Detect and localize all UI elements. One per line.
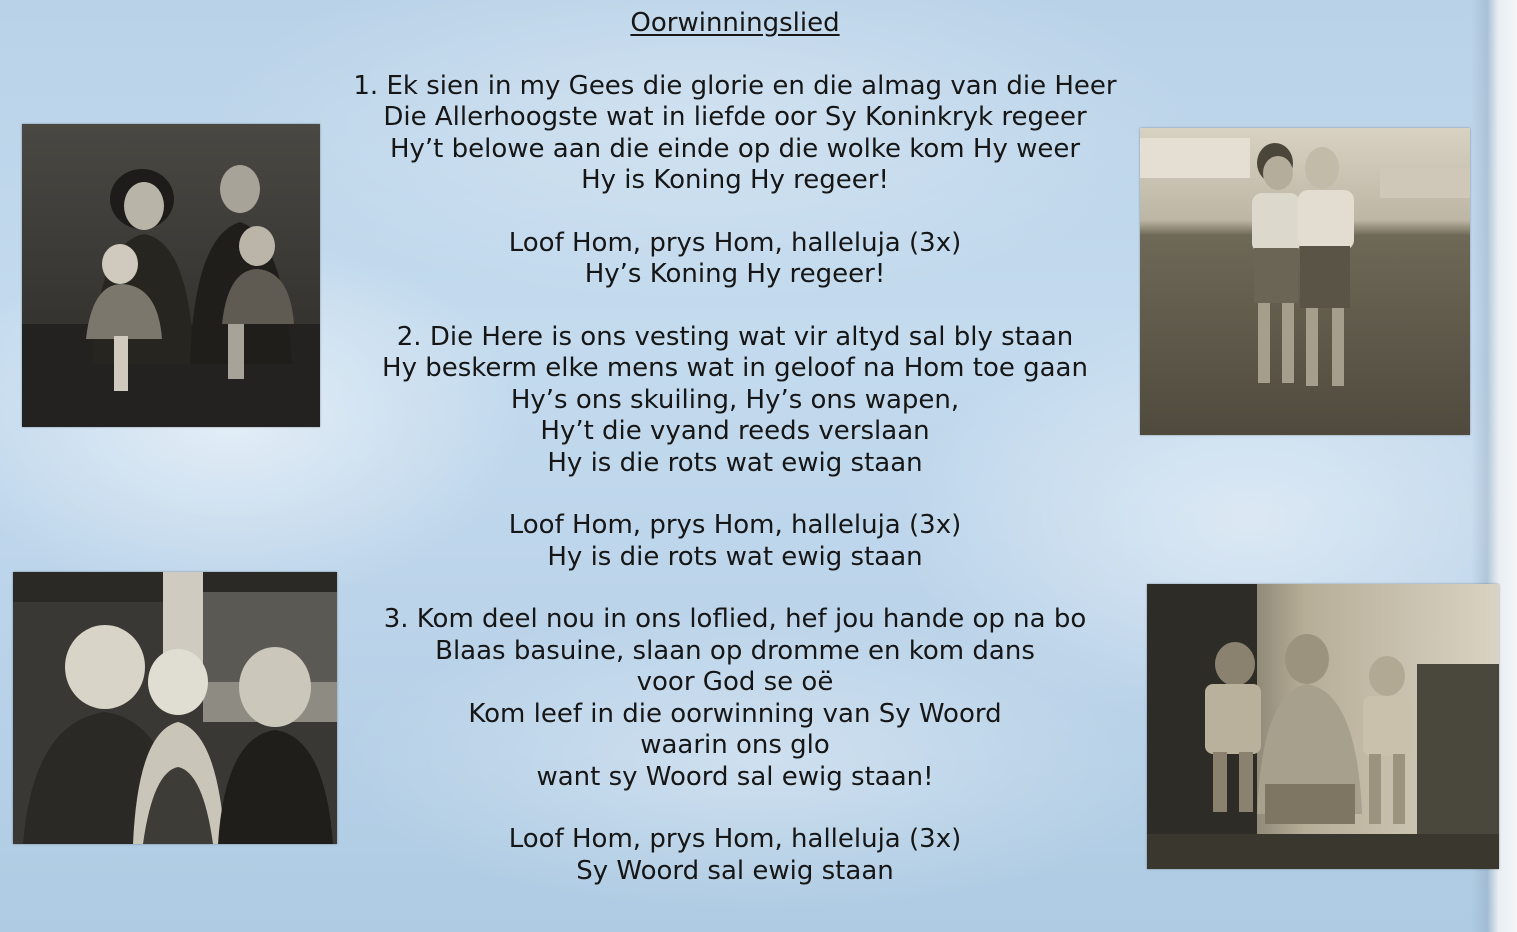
chorus-line: Loof Hom, prys Hom, halleluja (3x) — [508, 510, 962, 540]
song-title: Oorwinningslied — [630, 8, 840, 38]
verse-line: Hy’t die vyand reeds verslaan — [540, 416, 930, 446]
chorus-line: Loof Hom, prys Hom, halleluja (3x) — [508, 227, 962, 258]
verse-line: Die Allerhoogste wat in liefde oor Sy Koninkryk regeer — [383, 102, 1087, 132]
verse-line: Hy beskerm elke mens wat in geloof na Hom toe gaan — [382, 353, 1088, 383]
three-children-photo — [13, 572, 337, 844]
verse-line: voor God se oë — [636, 667, 834, 697]
verse-line: 2. Die Here is ons vesting wat vir altyd sal bly staan — [396, 321, 1074, 352]
stanza-gap — [330, 291, 1140, 322]
chorus-line: Hy is die rots wat ewig staan — [547, 541, 923, 572]
verse-line: Hy’t belowe aan die einde op die wolke kom Hy weer — [389, 133, 1081, 164]
verse-line: Hy is Koning Hy regeer! — [581, 165, 889, 195]
verse-2 — [330, 322, 1140, 480]
verse-line: Kom leef in die oorwinning van Sy Woord — [468, 698, 1002, 729]
stanza-gap — [330, 479, 1140, 510]
verse-line: waarin ons glo — [640, 730, 830, 760]
verse-line: 3. Kom deel nou in ons loflied, hef jou hande op na bo — [383, 604, 1087, 634]
verse-line: Blaas basuine, slaan op dromme en kom dans — [435, 635, 1035, 666]
chorus-line: Loof Hom, prys Hom, halleluja (3x) — [508, 824, 962, 854]
chorus-1 — [330, 228, 1140, 291]
verse-line: want sy Woord sal ewig staan! — [536, 761, 934, 792]
stanza-gap — [330, 573, 1140, 604]
chorus-2 — [330, 510, 1140, 573]
chorus-line: Sy Woord sal ewig staan — [576, 855, 894, 886]
verse-line: 1. Ek sien in my Gees die glorie en die almag van die Heer — [353, 70, 1117, 101]
verse-line: Hy’s ons skuiling, Hy’s ons wapen, — [510, 384, 960, 415]
two-boys-photo — [1140, 128, 1470, 435]
family-portrait-photo — [22, 124, 320, 427]
verse-line: Hy is die rots wat ewig staan — [547, 447, 923, 478]
verse-3 — [330, 604, 1140, 793]
stanza-gap — [330, 793, 1140, 824]
chorus-line: Hy’s Koning Hy regeer! — [584, 259, 886, 289]
chorus-3 — [330, 824, 1140, 887]
man-with-boys-photo — [1147, 584, 1499, 869]
stanza-gap — [330, 197, 1140, 228]
verse-1 — [330, 71, 1140, 197]
song-sheet — [330, 8, 1140, 887]
